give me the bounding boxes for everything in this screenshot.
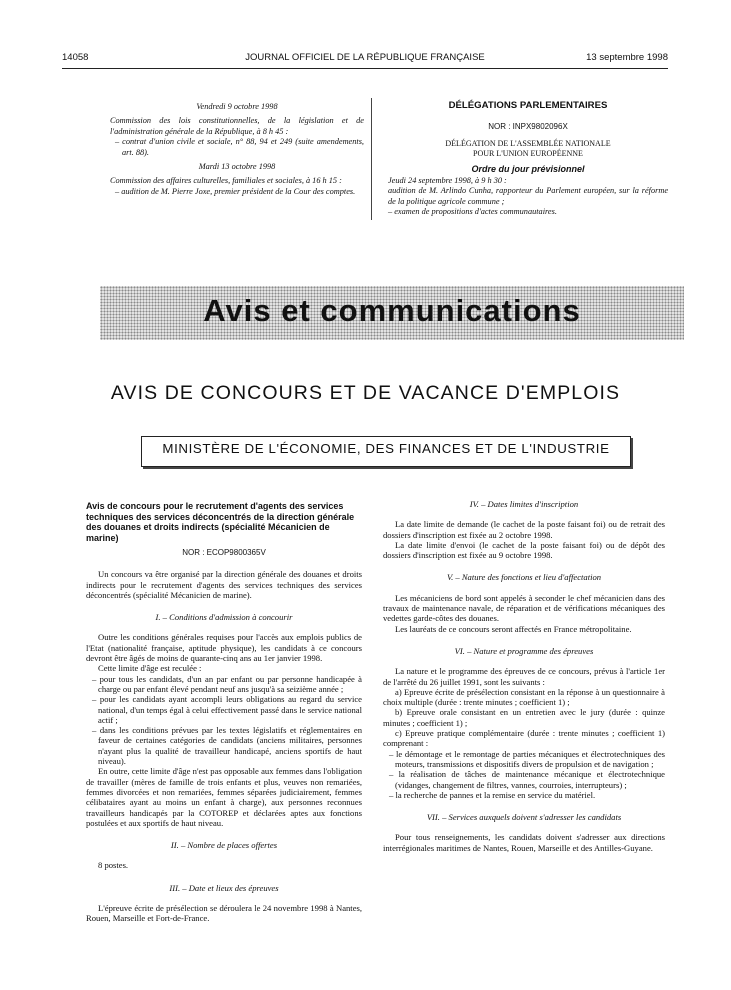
nor-reference: NOR : INPX9802096X bbox=[488, 122, 568, 132]
ministry-name: MINISTÈRE DE L'ÉCONOMIE, DES FINANCES ET DE L'INDUSTRIE bbox=[162, 441, 610, 456]
commission-heading: Commission des affaires culturelles, familiales et sociales, à 16 h 15 : bbox=[110, 176, 342, 186]
section-heading: I. – Conditions d'admission à concourir bbox=[155, 612, 293, 623]
page-number: 14058 bbox=[62, 52, 89, 63]
agenda-item: audition de M. Arlindo Cunha, rapporteur du Parlement européen, sur la réforme de la politique agricole commune ; bbox=[388, 186, 668, 206]
section-banner bbox=[100, 286, 684, 340]
banner-title: Avis et communications bbox=[203, 293, 581, 328]
list-item: – la réalisation de tâches de maintenance mécanique et électrotechnique (vidanges, changement de filtres, vannes, courroies, interrupteurs) ; bbox=[389, 769, 665, 790]
paragraph: b) Epreuve orale consistant en un entretien avec le jury (durée : quinze minutes ; coefficient 1) ; bbox=[383, 707, 665, 728]
paragraph: L'épreuve écrite de présélection se déroulera le 24 novembre 1998 à Nantes, Rouen, Marseille et Fort-de-France. bbox=[86, 903, 362, 924]
delegation-name: DÉLÉGATION DE L'ASSEMBLÉE NATIONALE bbox=[445, 138, 611, 148]
delegations-title: DÉLÉGATIONS PARLEMENTAIRES bbox=[448, 100, 608, 111]
agenda-title: Ordre du jour prévisionnel bbox=[471, 163, 585, 174]
agenda-item: – contrat d'union civile et sociale, n° 88, 94 et 249 (suite amendements, art. 88). bbox=[115, 137, 364, 157]
agenda-day: Mardi 13 octobre 1998 bbox=[198, 162, 276, 172]
meeting-date: Jeudi 24 septembre 1998, à 9 h 30 : bbox=[388, 176, 507, 186]
issue-date: 13 septembre 1998 bbox=[586, 52, 668, 63]
list-item: – pour tous les candidats, d'un an par enfant ou par personne handicapée à charge ou par enfant élevé pendant neuf ans jusqu'à sa seizième année ; bbox=[92, 673, 362, 694]
paragraph: La date limite de demande (le cachet de la poste faisant foi) ou de retrait des dossiers d'inscription est fixée au 2 octobre 1998. bbox=[383, 519, 665, 540]
paragraph: Les mécaniciens de bord sont appelés à seconder le chef mécanicien dans des travaux de maintenance navale, de réparation et de vérifications mécaniques des vedettes garde-côtes des douanes. bbox=[383, 592, 665, 624]
paragraph: Un concours va être organisé par la direction générale des douanes et droits indirects pour le recrutement d'agents des services techniques des services déconcentrés (spécialité Mécanicien de marine). bbox=[86, 569, 362, 600]
paragraph: Les lauréats de ce concours seront affectés en France métropolitaine. bbox=[395, 623, 632, 634]
paragraph: c) Epreuve pratique complémentaire (durée : trente minutes ; coefficient 1) comprenant : bbox=[383, 728, 665, 749]
paragraph: Outre les conditions générales requises pour l'accès aux emplois publics de l'Etat (nationalité française, aptitude physique), les candidats à ce concours devront être âgés de moins de quarante-cinq ans au 1er janvier 1998. bbox=[86, 632, 362, 664]
section-heading: IV. – Dates limites d'inscription bbox=[469, 499, 579, 509]
paragraph: La date limite d'envoi (le cachet de la poste faisant foi) ou de dépôt des dossiers d'inscription est fixée au 9 octobre 1998. bbox=[383, 539, 665, 561]
paragraph: Pour tous renseignements, les candidats doivent s'adresser aux directions interrégionales maritimes de Nantes, Rouen, Marseille et des Antilles-Guyane. bbox=[383, 832, 665, 853]
commission-heading: Commission des lois constitutionnelles, de la législation et de l'administration générale de la République, à 8 h 45 : bbox=[110, 116, 364, 136]
column-divider bbox=[371, 98, 372, 220]
commissions-agenda bbox=[110, 102, 364, 197]
parliamentary-delegations bbox=[388, 101, 668, 218]
section-heading: VII. – Services auxquels doivent s'adresser les candidats bbox=[426, 812, 622, 823]
paragraph: En outre, cette limite d'âge n'est pas opposable aux femmes dans l'obligation de travailler (mères de famille de trois enfants et plus, veuves non remariées, femmes divorcées et non remariées, femmes séparées judiciairement, femmes célibataires ayant au moins un enfant à charge), aux personnes reconnues travailleurs handicapés par la COTOREP et déclarées aptes aux fonctions postulées et aux sportifs de haut niveau. bbox=[86, 766, 362, 828]
delegation-name: POUR L'UNION EUROPÉENNE bbox=[473, 149, 583, 159]
header-rule bbox=[62, 68, 668, 69]
agenda-item: – audition de M. Pierre Joxe, premier président de la Cour des comptes. bbox=[115, 186, 356, 196]
list-item: – la recherche de pannes et la remise en service du matériel. bbox=[389, 789, 596, 800]
right-column bbox=[383, 499, 665, 853]
section-heading: II. – Nombre de places offertes bbox=[170, 840, 278, 851]
paragraph: La nature et le programme des épreuves de ce concours, prévus à l'article 1er de l'arrêté du 26 juillet 1991, sont les suivants : bbox=[383, 666, 665, 687]
list-item: – dans les conditions prévues par les textes législatifs et réglementaires en faveur de certaines catégories de candidats (anciens militaires, personnes n'ayant plus la qualité de travailleur handicapé, anciens sportifs de haut niveau). bbox=[92, 725, 362, 767]
left-column bbox=[86, 501, 362, 924]
section-heading: V. – Nature des fonctions et lieu d'affectation bbox=[446, 572, 602, 583]
nor-reference: NOR : ECOP9800365V bbox=[182, 548, 266, 557]
section-heading: VI. – Nature et programme des épreuves bbox=[454, 645, 594, 656]
journal-title: JOURNAL OFFICIEL DE LA RÉPUBLIQUE FRANÇAISE bbox=[245, 52, 485, 63]
section-heading: III. – Date et lieux des épreuves bbox=[169, 882, 279, 893]
page-header bbox=[62, 52, 668, 66]
list-item: – pour les candidats ayant accompli leurs obligations au regard du service national, d'un temps égal à celui effectivement passé dans le service national actif ; bbox=[92, 694, 362, 725]
paragraph: Cette limite d'âge est reculée : bbox=[98, 663, 202, 674]
paragraph: 8 postes. bbox=[98, 860, 129, 871]
agenda-day: Vendredi 9 octobre 1998 bbox=[196, 102, 278, 111]
agenda-item: – examen de propositions d'actes communautaires. bbox=[388, 207, 557, 217]
notice-title: Avis de concours pour le recrutement d'agents des services techniques des services déconcentrés de la direction générale des douanes et droits indirects (spécialité Mécanicien de marine) bbox=[86, 501, 355, 543]
section-title: AVIS DE CONCOURS ET DE VACANCE D'EMPLOIS bbox=[110, 382, 621, 404]
list-item: – le démontage et le remontage de parties mécaniques et électrotechniques des moteurs, transmissions et dispositifs divers de propulsion et de navigation ; bbox=[389, 748, 665, 769]
paragraph: a) Epreuve écrite de présélection consistant en la réponse à un questionnaire à choix multiple (durée : trente minutes ; coefficient 1) ; bbox=[383, 686, 665, 708]
